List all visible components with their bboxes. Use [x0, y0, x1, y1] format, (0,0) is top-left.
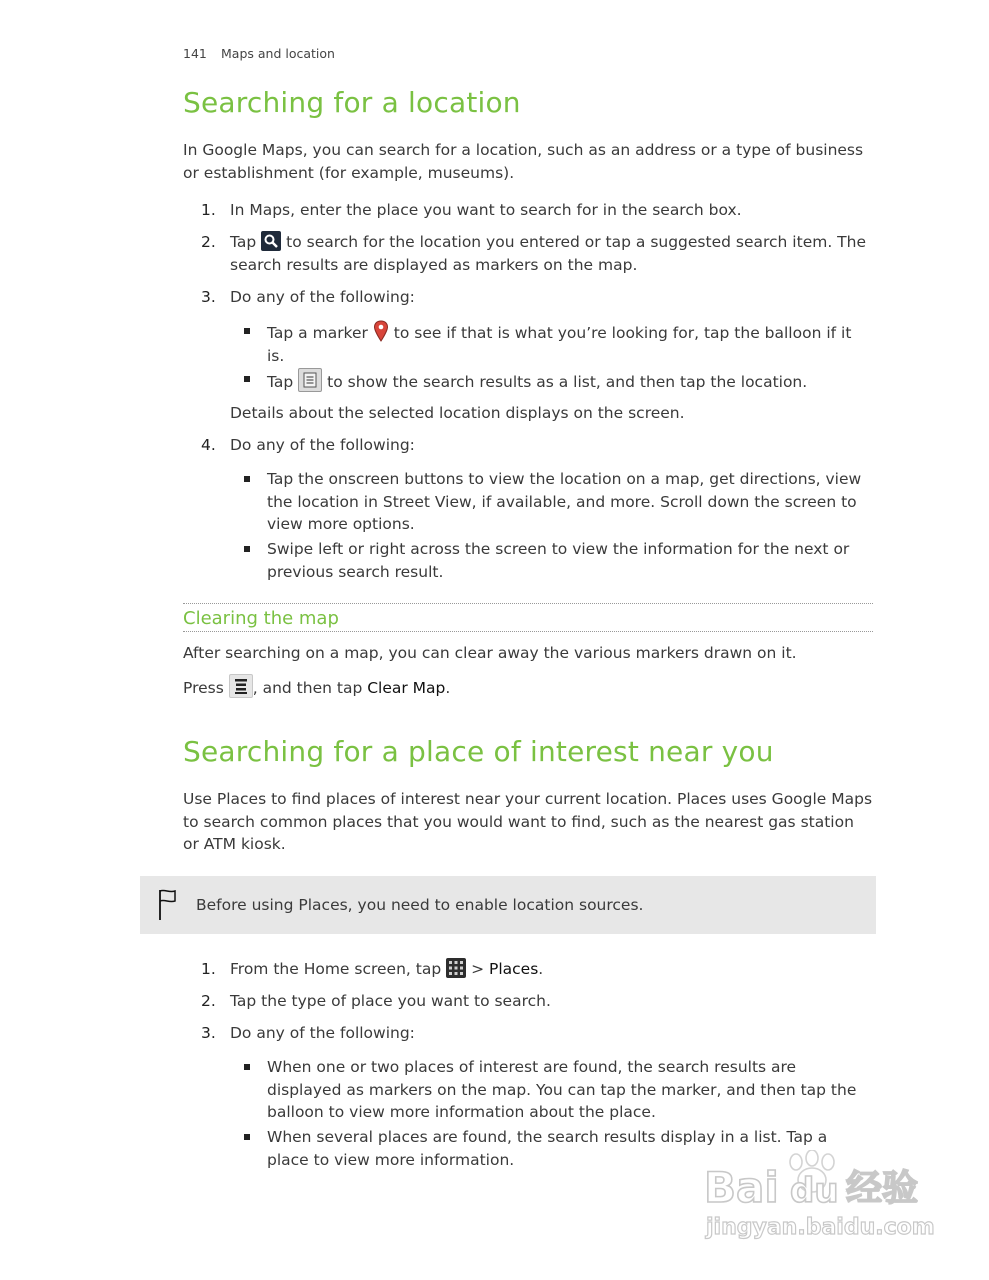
period: . [445, 679, 451, 697]
bullet-text-b: to show the search results as a list, and then tap the location. [327, 373, 808, 391]
bullet-text-a: Tap a marker [267, 324, 368, 342]
step-number: 3. [201, 288, 216, 306]
step-text: Tap the type of place you want to search. [230, 992, 551, 1010]
bullet-marker [244, 476, 250, 482]
subsection-title-clearing-map: Clearing the map [183, 608, 339, 629]
running-header [183, 46, 335, 61]
step-number: 2. [201, 992, 216, 1010]
list-view-icon [298, 368, 322, 392]
step3-result-text: Details about the selected location displays on the screen. [230, 404, 685, 422]
flag-icon [156, 888, 178, 926]
bullet-marker [244, 328, 250, 334]
press-text: Press [183, 679, 224, 697]
breadcrumb-separator: > [471, 960, 485, 978]
bullet-marker [244, 1134, 250, 1140]
note-box [140, 876, 876, 934]
step-number: 1. [201, 201, 216, 219]
step-text-a: From the Home screen, tap [230, 960, 442, 978]
watermark-jingyan: 经验 [846, 1168, 919, 1209]
baidu-watermark [700, 1150, 940, 1250]
step-number: 1. [201, 960, 216, 978]
clearing-map-text: After searching on a map, you can clear away the various markers drawn on it. [183, 644, 797, 662]
bullet-text: Tap the onscreen buttons to view the location on a map, get directions, view the location in Street View, if available, and more. Scroll down the screen to view more options. [267, 470, 862, 533]
step-text-a: Tap [230, 233, 257, 251]
then-tap-text: , and then tap [252, 679, 363, 697]
clear-map-label: Clear Map [367, 679, 446, 697]
note-text: Before using Places, you need to enable location sources. [196, 896, 644, 914]
bullet-text: When one or two places of interest are found, the search results are displayed as markers on the map. You can tap the marker, and then tap the balloon to view more information about the place. [267, 1058, 857, 1121]
bullet-text: Swipe left or right across the screen to view the information for the next or previous search result. [267, 540, 850, 581]
watermark-du: du [790, 1171, 839, 1211]
section-title-place-of-interest: Searching for a place of interest near you [183, 735, 774, 768]
step-text: Do any of the following: [230, 1024, 415, 1042]
bullet-text-a: Tap [267, 373, 294, 391]
bullet-marker [244, 1064, 250, 1070]
chapter-title: Maps and location [221, 46, 335, 61]
watermark-url: jingyan.baidu.com [706, 1215, 935, 1240]
search-icon [261, 231, 281, 251]
map-marker-icon [373, 320, 389, 342]
section-title-searching-location: Searching for a location [183, 86, 521, 119]
bullet-marker [244, 546, 250, 552]
step-number: 3. [201, 1024, 216, 1042]
step-number: 2. [201, 233, 216, 251]
section2-intro: Use Places to find places of interest near your current location. Places uses Google Maps to search common places that you would want to find, such as the nearest gas station or ATM kiosk. [183, 790, 873, 853]
subheading-rule-top [183, 603, 873, 604]
bullet-text: When several places are found, the search results display in a list. Tap a place to view more information. [267, 1128, 828, 1169]
bullet-marker [244, 376, 250, 382]
step-text: Do any of the following: [230, 436, 415, 454]
step-number: 4. [201, 436, 216, 454]
subheading-rule-bottom [183, 631, 873, 632]
bullet-text-b: to see if that is what you’re looking for, tap the balloon if it is. [267, 324, 852, 365]
step-text: In Maps, enter the place you want to search for in the search box. [230, 201, 742, 219]
step-text-b: to search for the location you entered or tap a suggested search item. The search results are displayed as markers on the map. [230, 233, 867, 274]
places-label: Places [489, 960, 539, 978]
menu-icon [229, 674, 253, 698]
section1-intro: In Google Maps, you can search for a location, such as an address or a type of business or establishment (for example, museums). [183, 141, 864, 182]
step-text: Do any of the following: [230, 288, 415, 306]
page-number: 141 [183, 46, 207, 61]
all-apps-icon [446, 958, 466, 978]
period: . [538, 960, 544, 978]
clearing-map-instruction [183, 674, 873, 700]
watermark-bai: Bai [704, 1163, 779, 1212]
